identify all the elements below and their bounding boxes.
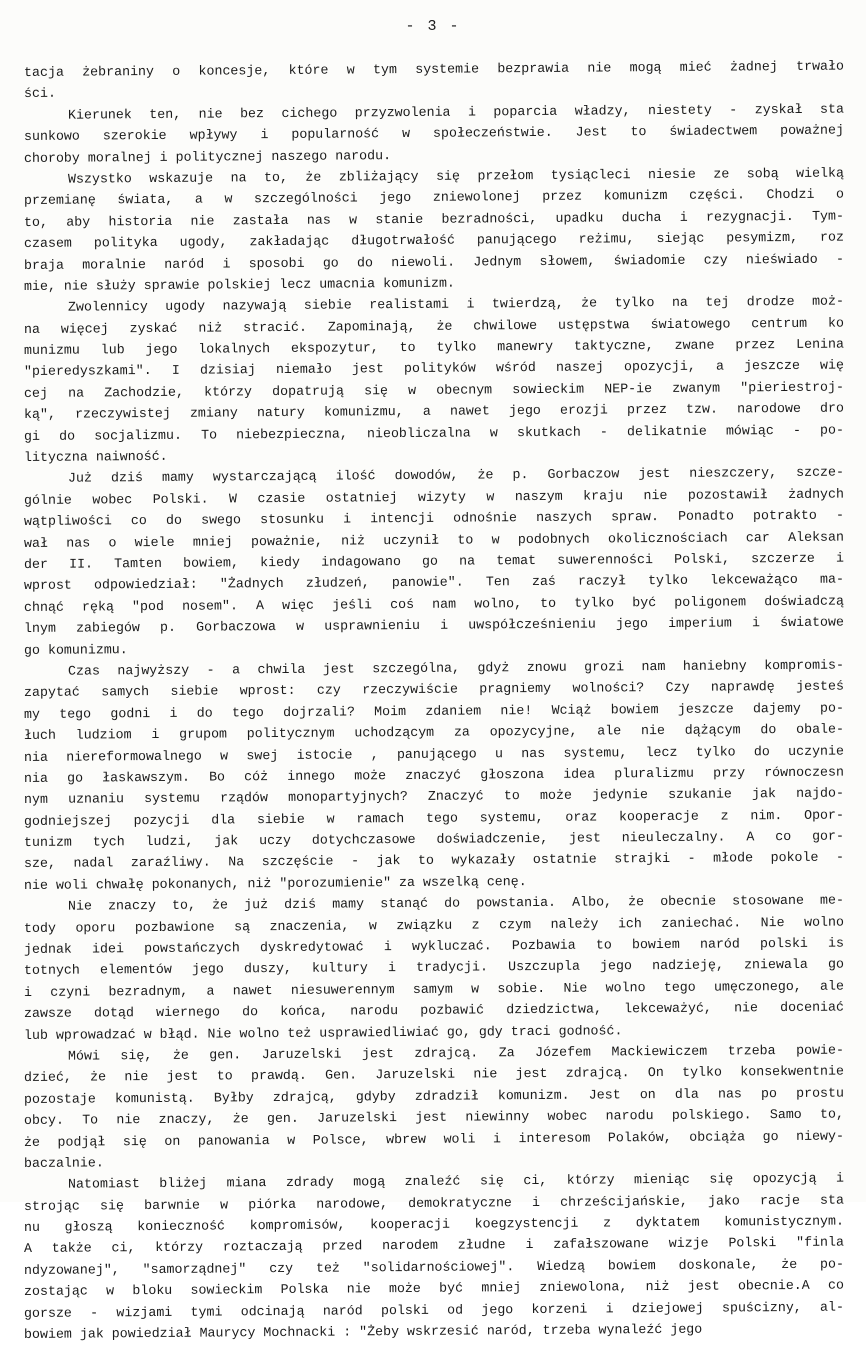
text-line: braja moralnie naród i sposobi go do niewoli. Jednym słowem, świadomie czy nieświado - <box>23 251 845 273</box>
text-line: baczalnie. <box>23 1155 104 1171</box>
text-line: cej na Zachodzie, którzy dopatrują się w obecnym sowieckim NEP-ie zwanym "pieriestroj- <box>23 379 845 401</box>
text-line: to, aby historia nie zastała nas w stanie bezradności, upadku ducha i rezygnacji. Tym- <box>23 208 845 230</box>
text-line: Mówi się, że gen. Jaruzelski jest zdrajcą. Za Józefem Mackiewiczem trzeba powie- <box>67 1042 845 1064</box>
text-line: Kierunek ten, nie bez cichego przyzwolenia i poparcia władzy, niestety - zyskał sta <box>67 101 845 123</box>
page-number: - 3 - <box>405 18 461 35</box>
text-line: A także ci, którzy roztaczają przed narodem złudne i zafałszowane wizje Polski "finla <box>23 1235 845 1257</box>
text-line: munizmu lub jego lokalnych ekspozytur, to tylko manewry taktyczne, zwane przez Lenina <box>23 336 845 359</box>
text-line: nym uznaniu systemu rządów monopartyjnych? Znaczyć to może jedynie szukanie jak najdo- <box>23 785 845 808</box>
text-line: tunizm tych ludzi, jak uczy dotychczasowe doświadczenie, jest nieuleczalny. A co gor- <box>23 828 845 851</box>
text-line: gorsze - wizjami tymi odcinają naród polski od jego korzeni i dziejowej spuścizny, al- <box>23 1299 845 1321</box>
text-line: mie, nie służy sprawie polskiej lecz umacnia komunizm. <box>23 275 455 294</box>
text-line: der II. Tamten bowiem, kiedy indagowano go na temat suwerenności Polski, szczerze i <box>23 550 845 572</box>
text-line: lub wprowadzać w błąd. Nie wolno też usprawiedliwiać go, gdy traci godność. <box>23 1022 623 1043</box>
text-line: go komunizmu. <box>23 641 128 658</box>
text-line: Zwolennicy ugody nazywają siebie realistami i twierdzą, że tylko na tej drodze moż- <box>67 293 845 315</box>
text-line: nie woli chwałę pokonanych, niż "porozumienie" za wszelką cenę. <box>23 873 527 893</box>
text-line: Już dziś mamy wystarczającą ilość dowodów, że p. Gorbaczow jest nieszczery, szcze- <box>67 464 845 487</box>
text-line: łuch ludziom i grupom politycznym uchodzącym za opozycyjne, ale nie dążącym do obale- <box>23 721 845 744</box>
text-line: że podjął się on panowania w Polsce, wbrew woli i interesom Polaków, obciąża go niewy- <box>23 1128 845 1150</box>
text-line: gi do socjalizmu. To niebezpieczna, nieobliczalna w skutkach - delikatnie mówiąc - po- <box>23 422 845 444</box>
document-body <box>23 58 845 1345</box>
text-line: pozostaje komunistą. Byłby zdrajcą, gdyby zdradził komunizm. Jest on dla nas po prostu <box>23 1085 845 1107</box>
text-line: przemianę świata, a w szczególności jego zniewolonej przez komunizm części. Chodzi o <box>23 186 845 209</box>
text-line: tacja żebraniny o koncesje, które w tym systemie bezprawia nie mogą mieć żadnej trwało <box>23 58 845 80</box>
text-line: sunkowo szerokie wpływy i popularność w społeczeństwie. Jest to świadectwem poważnej <box>23 122 845 145</box>
text-line: totnych elementów jego duszy, kultury i tradycji. Uszczupla jego nadzieję, zniewala go <box>23 956 845 979</box>
text-line: nia niereformowalnego w swej istocie , panującego u nas systemu, lecz tylko do uczynie <box>23 743 845 765</box>
text-line: my tego godni i do tego dojrzali? Moim zdaniem nie! Wciąż bowiem jeszcze dajemy po- <box>23 700 845 722</box>
text-line: ści. <box>23 86 56 102</box>
text-line: zapytać samych siebie wprost: czy rzeczywiście pragniemy wolności? Czy naprawdę jesteś <box>23 678 845 701</box>
text-line: i czyni bezradnym, a nawet niesuwerennym samym w sobie. Nie wolno tego umęczonego, ale <box>23 978 845 1000</box>
text-line: dzieć, że nie jest to prawdą. Gen. Jaruzelski nie jest zdrajcą. On tylko konsekwentnie <box>23 1063 845 1086</box>
text-line: nia go łaskawszym. Bo cóż innego może znaczyć głoszona idea pluralizmu przy równoczesn <box>23 764 845 786</box>
text-line: zawsze dotąd wiernego do końca, narodu pozbawić dziedzictwa, lekceważyć, nie doceniać <box>23 999 845 1022</box>
text-line: ndyzowanej", "samorządnej" czy też "solidarnościowej". Wiedzą bowiem doskonale, że po- <box>23 1256 845 1278</box>
text-line: bowiem jak powiedział Maurycy Mochnacki : "Żeby wskrzesić naród, trzeba wynaleźć jego <box>23 1321 703 1343</box>
text-line: obcy. To nie znaczy, że gen. Jaruzelski jest niewinny wobec narodu polskiego. Samo to, <box>23 1106 845 1129</box>
text-line: nu głoszą konieczność kompromisów, kooperacji koegzystencji z dyktatem komunistycznym. <box>23 1213 845 1236</box>
text-line: czasem polityka ugody, zakładając długotrwałość panującego reżimu, siejąc pesymizm, roz <box>23 229 845 252</box>
text-line: wał nas o wiele mniej poważnie, niż uczynił to w podobnych okolicznościach car Aleksan <box>23 529 845 551</box>
text-line: strojąc się barwnie w piórka narodowe, demokratyczne i chrześcijańskie, jako racje sta <box>23 1192 845 1214</box>
text-line: na więcej zyskać niż stracić. Zapominają, że chwilowe ustępstwa światowego centrum ko <box>23 315 845 337</box>
text-line: choroby moralnej i politycznej naszego narodu. <box>23 147 392 166</box>
text-line: "pieredyszkami". I dzisiaj niemało jest polityków wśród naszej opozycji, a jeszcze wię <box>23 358 845 380</box>
text-line: Wszystko wskazuje na to, że zbliżający się przełom tysiącleci niesie ze sobą wielką <box>67 165 845 187</box>
text-line: wątpliwości co do swego stosunku i intencji odnośnie naszych spraw. Ponadto potrakto - <box>23 507 845 530</box>
text-line: Czas najwyższy - a chwila jest szczególna, gdyż znowu grozi nam haniebny kompromis- <box>67 657 845 679</box>
text-line: Natomiast bliżej miana zdrady mogą znaleźć się ci, którzy mieniąc się opozycją i <box>67 1170 845 1192</box>
text-line: zostając w bloku sowieckim Polska nie może być mniej zniewolona, niż jest obecnie.A co <box>23 1277 845 1300</box>
text-line: ką", rzeczywistej zmiany natury komunizmu, a nawet jego erozji przez tzw. narodowe dro <box>23 400 845 423</box>
text-line: tody oporu pozbawione są znaczenia, w związku z czym należy ich zaniechać. Nie wolno <box>23 914 845 936</box>
text-line: lityczna naiwność. <box>23 448 168 466</box>
text-line: Nie znaczy to, że już dziś mamy stanąć do powstania. Albo, że obecnie stosowane me- <box>67 892 845 914</box>
text-line: gólnie wobec Polski. W czasie ostatniej wizyty w naszym kraju nie pozostawił żadnych <box>23 486 845 508</box>
text-line: sze, nadal zaraźliwy. Na szczęście - jak to wykazały ostatnie strajki - młode pokole - <box>23 850 845 872</box>
text-line: lnym zabiegów p. Gorbaczowa w usprawnieniu i uwspółcześnieniu jego imperium i światowe <box>23 614 845 637</box>
text-line: jednak idei powstańczych dyskredytować i wykluczać. Pozbawia to bowiem naród polski is <box>23 935 845 958</box>
text-line: godniejszej pozycji dla siebie w ramach tego systemu, oraz kooperacje z nim. Opor- <box>23 807 845 829</box>
text-line: wprost odpowiedział: "Żadnych złudzeń, panowie". Ten zaś raczył tylko lekceważąco ma- <box>23 571 845 594</box>
text-line: chnąć ręką "pod nosem". A więc jeśli coś nam wolno, to tylko być poligonem doświadczą <box>23 593 845 615</box>
